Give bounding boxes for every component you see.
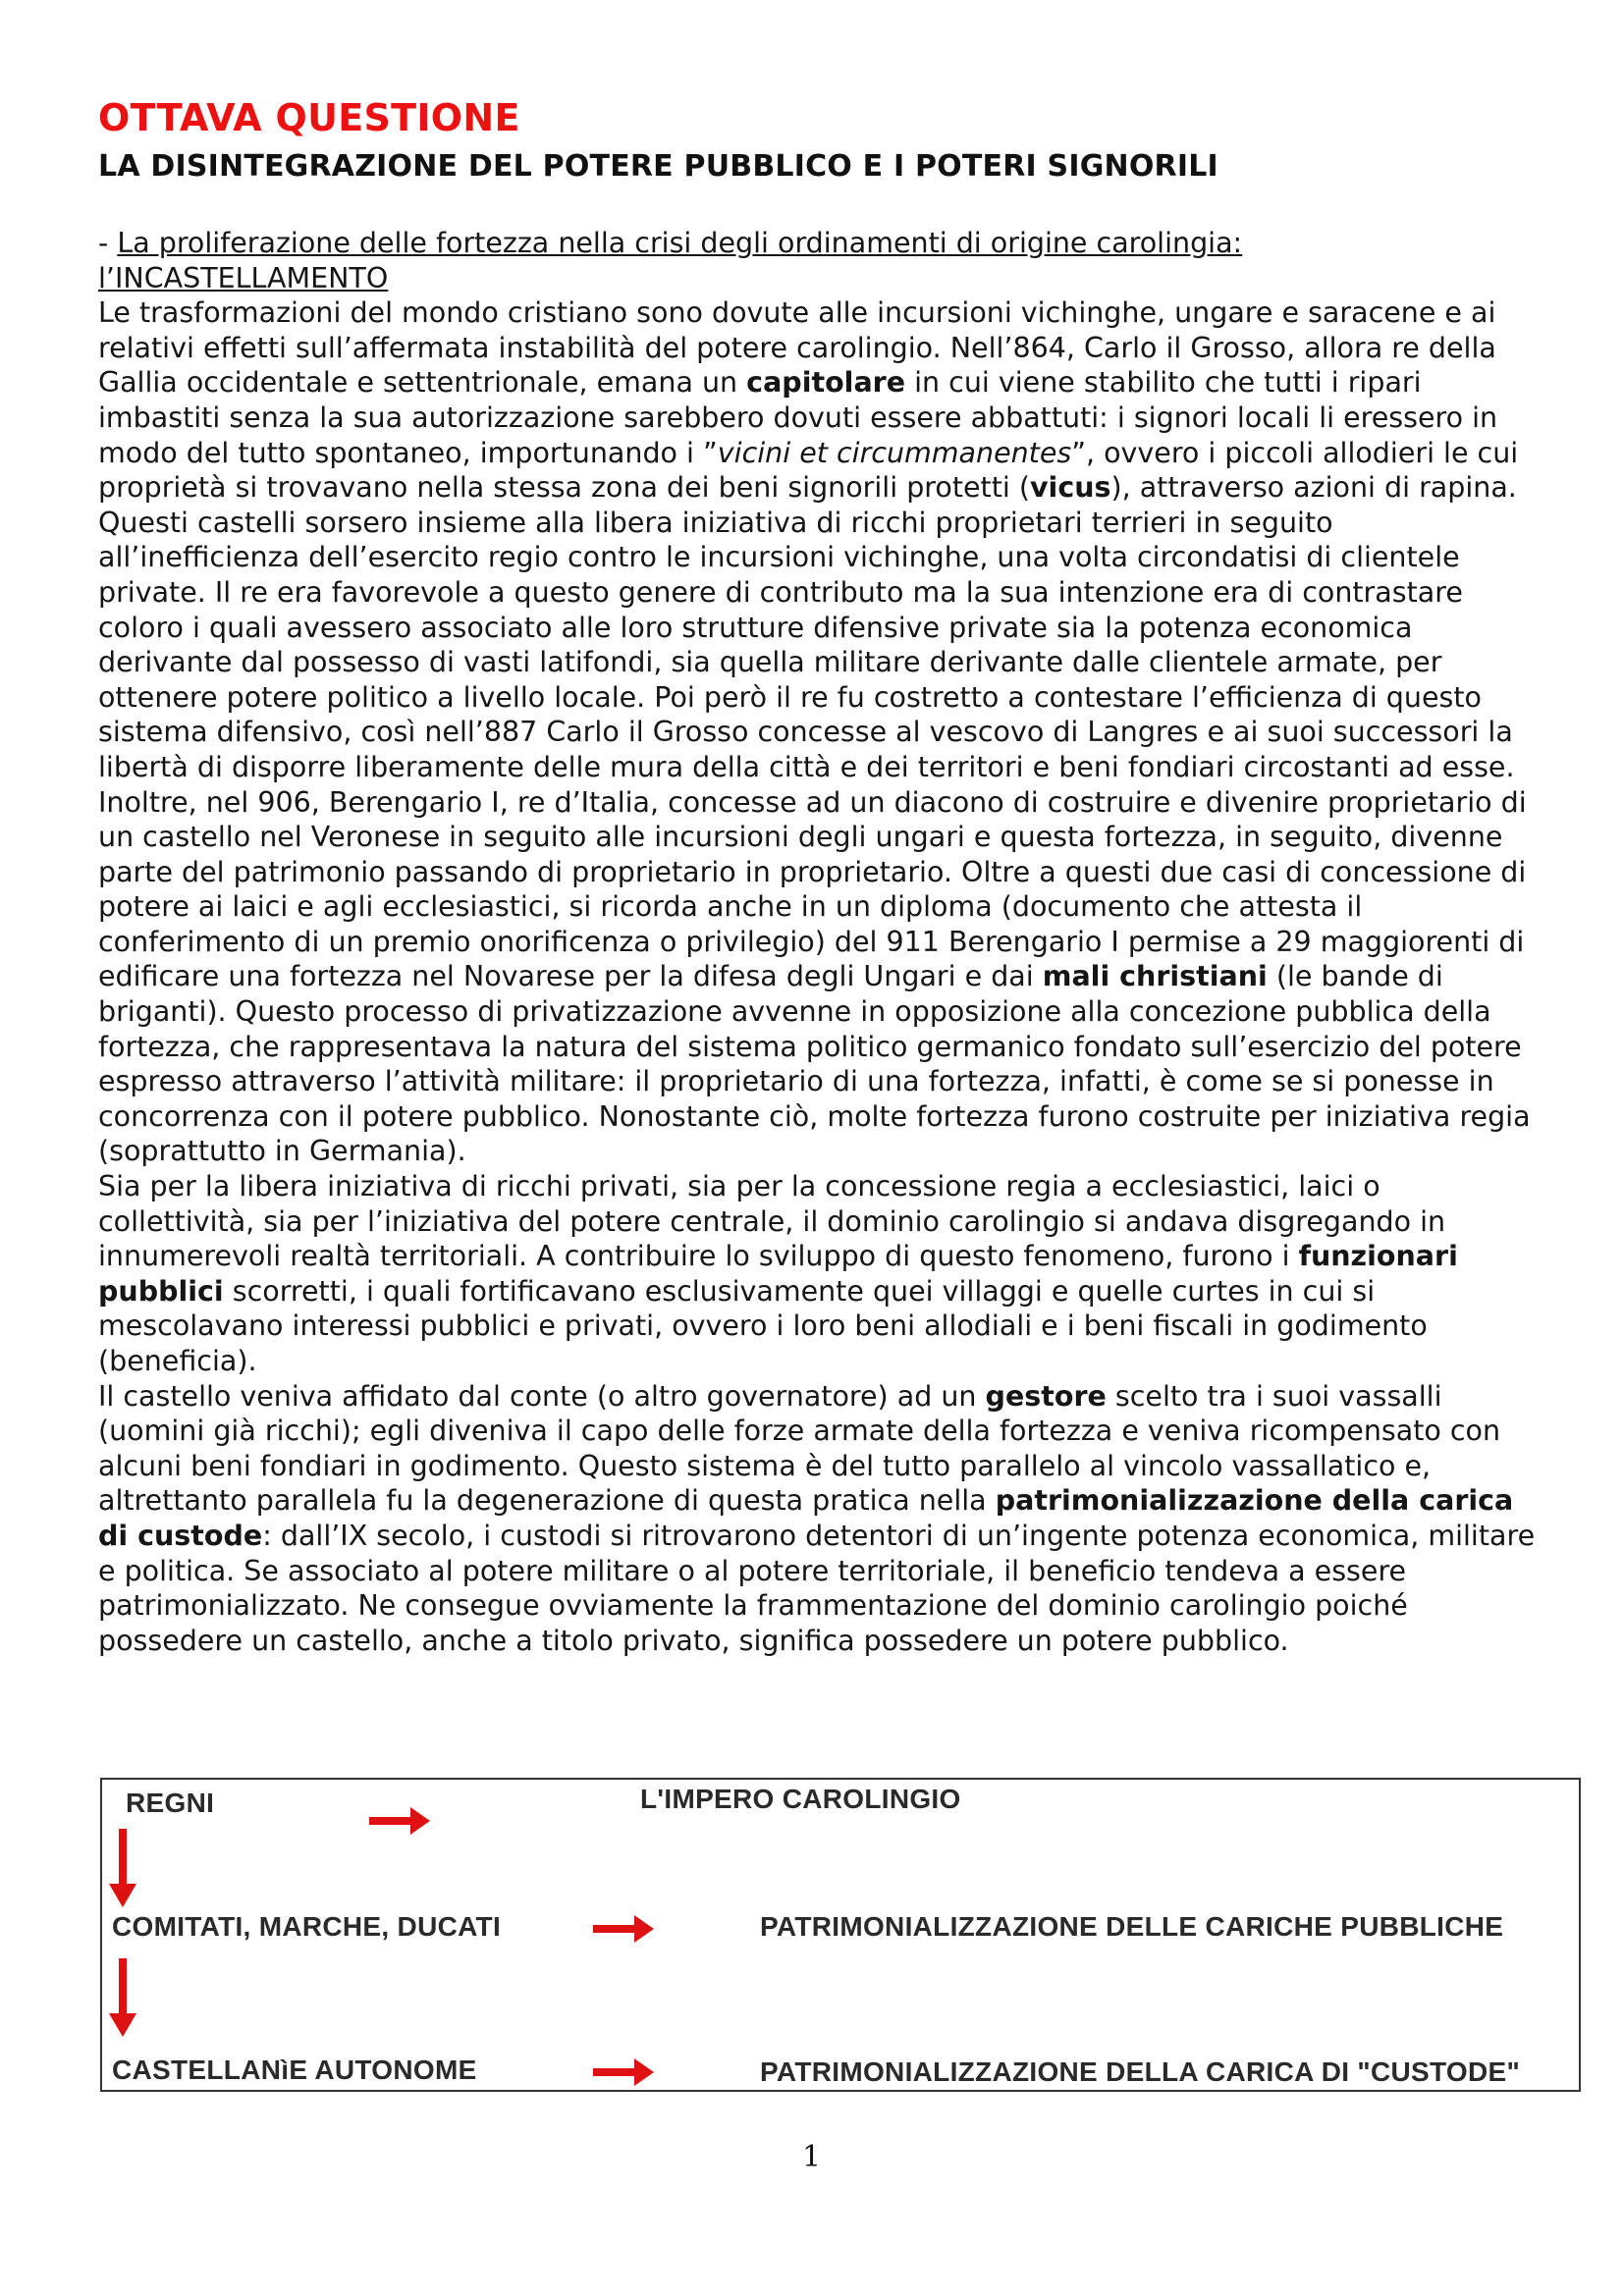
term-patrimonializzazione: patrimonializzazione della carica di custode [98,1484,1514,1552]
term-gestore: gestore [985,1379,1107,1413]
term-vicini: vicini et circummanentes [717,436,1072,469]
section-heading-line1: La proliferazione delle fortezza nella crisi degli ordinamenti di origine carolingia: [117,227,1243,259]
scheme-patrimonializzazione-custode: PATRIMONIALIZZAZIONE DELLA CARICA DI "CUSTODE" [760,2056,1521,2087]
term-funzionari-pubblici: funzionari pubblici [98,1240,1458,1308]
scheme-regni: REGNI [126,1788,215,1818]
section-heading-line2: l’INCASTELLAMENTO [98,261,389,294]
down-arrow-icon [106,1827,139,1909]
term-mali-christiani: mali christiani [1042,960,1268,993]
document-body [98,226,1542,1658]
scheme-castellanie: CASTELLANìE AUTONOME [112,2055,477,2085]
page-number: 1 [801,2140,822,2174]
right-arrow-icon [591,2055,656,2090]
paragraph-3: Il castello veniva affidato dal conte (o altro governatore) ad un gestore scelto tra i suoi vassalli (uomini già ricchi); egli diveniva il capo delle forze armate della fortezza e veniva ricompensato con alcuni beni fondiari in godimento. Questo sistema è del tutto parallelo al vincolo vassallatico e, altrettanto parallela fu la degenerazione di questa pratica nella patrimonializzazione della carica di custode: dall’IX secolo, i custodi si ritrovarono detentori di un’ingente potenza economica, militare e politica. Se associato al potere militare o al potere territoriale, il beneficio tendeva a essere patrimonializzato. Ne consegue ovviamente la frammentazione del dominio carolingio poiché possedere un castello, anche a titolo privato, significa possedere un potere pubblico. [98,1379,1536,1657]
scheme-impero: L'IMPERO CAROLINGIO [640,1784,961,1814]
right-arrow-icon [367,1803,432,1839]
down-arrow-icon [106,1956,139,2039]
term-vicus: vicus [1029,471,1111,505]
paragraph-2: Sia per la libera iniziativa di ricchi privati, sia per la concessione regia a ecclesiastici, laici o collettività, sia per l’iniziativa del potere centrale, il dominio carolingio si andava disgregando in innumerevoli realtà territoriali. A contribuire lo sviluppo di questo fenomeno, furono i funzionari pubblici scorretti, i quali fortificavano esclusivamente quei villaggi e quelle curtes in cui si mescolavano interessi pubblici e privati, ovvero i loro beni allodiali e i beni fiscali in godimento (beneficia). [98,1170,1458,1377]
scheme-diagram [100,1778,1581,2092]
term-capitolare: capitolare [746,366,906,400]
right-arrow-icon [591,1911,656,1947]
page-title: OTTAVA QUESTIONE [98,96,520,139]
paragraph-1: Le trasformazioni del mondo cristiano sono dovute alle incursioni vichinghe, ungare e saracene e ai relativi effetti sull’affermata instabilità del potere carolingio. Nell’864, Carlo il Grosso, allora re della Gallia occidentale e settentrionale, emana un capitolare in cui viene stabilito che tutti i ripari imbastiti senza la sua autorizzazione sarebbero dovuti essere abbattuti: i signori locali li eressero in modo del tutto spontaneo, importunando i ”vicini et circummanentes”, ovvero i piccoli allodieri le cui proprietà si trovavano nella stessa zona dei beni signorili protetti (vicus), attraverso azioni di rapina. Questi castelli sorsero insieme alla libera iniziativa di ricchi proprietari terrieri in seguito all’inefficienza dell’esercito regio contro le incursioni vichinghe, una volta circondatisi di clientele private. Il re era favorevole a questo genere di contributo ma la sua intenzione era di contrastare coloro i quali avessero associato alle loro strutture difensive private sia la potenza economica derivante dal possesso di vasti latifondi, sia quella militare derivante dalle clientele armate, per ottenere potere politico a livello locale. Poi però il re fu costretto a contestare l’efficienza di questo sistema difensivo, così nell’887 Carlo il Grosso concesse al vescovo di Langres e ai suoi successori la libertà di disporre liberamente delle mura della città e dei territori e beni fondiari circostanti ad esse. Inoltre, nel 906, Berengario I, re d’Italia, concesse ad un diacono di costruire e divenire proprietario di un castello nel Veronese in seguito alle incursioni degli ungari e questa fortezza, in seguito, divenne parte del patrimonio passando di proprietario in proprietario. Oltre a questi due casi di concessione di potere ai laici e agli ecclesiastici, si ricorda anche in un diploma (documento che attesta il conferimento di un premio onorificenza o privilegio) del 911 Berengario I permise a 29 maggiorenti di edificare una fortezza nel Novarese per la difesa degli Ungari e dai mali christiani (le bande di briganti). Questo processo di privatizzazione avvenne in opposizione alla concezione pubblica della fortezza, che rappresentava la natura del sistema politico germanico fondato sull’esercizio del potere espresso attraverso l’attività militare: il proprietario di una fortezza, infatti, è come se si ponesse in concorrenza con il potere pubblico. Nonostante ciò, molte fortezza furono costruite per iniziativa regia (soprattutto in Germania). [98,296,1531,1168]
scheme-patrimonializzazione-cariche: PATRIMONIALIZZAZIONE DELLE CARICHE PUBBLICHE [760,1911,1504,1942]
section-heading: - La proliferazione delle fortezza nella crisi degli ordinamenti di origine carolingia: l’INCASTELLAMENTO [98,227,1243,294]
scheme-comitati: COMITATI, MARCHE, DUCATI [112,1911,502,1942]
page-subtitle: LA DISINTEGRAZIONE DEL POTERE PUBBLICO E I POTERI SIGNORILI [98,149,1218,184]
